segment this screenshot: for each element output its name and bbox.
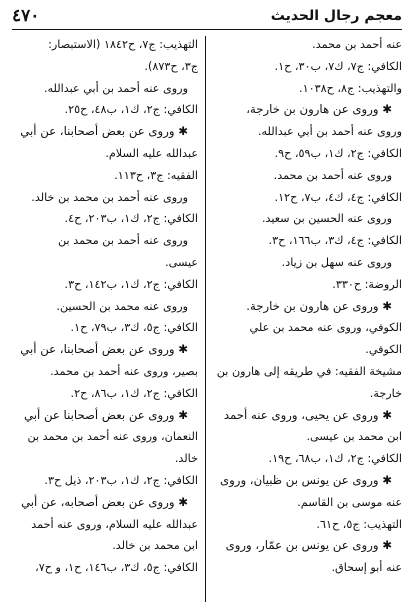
citation-line: ج٣، ح٨٧٣). <box>144 59 198 73</box>
book-title: معجم رجال الحديث <box>270 8 402 24</box>
citation-line: الكافي: ج٢، ك١، ب٢٠٣، ذيل ح٣. <box>44 473 198 487</box>
narration-line: النعمان، وروى عنه أحمد بن محمد بن <box>27 430 198 444</box>
narration-line: عيسى. <box>165 255 198 269</box>
narration-line: الكوفي، وروى عنه محمد بن علي <box>249 321 402 335</box>
narration-line: وروى عنه أحمد بن محمد بن <box>58 234 188 248</box>
narration-line: وروى عنه أحمد بن أبي عبدالله. <box>43 81 188 95</box>
page-number: ٤٧٠ <box>12 6 40 26</box>
narration-line: عبدالله عليه السلام، وروى عنه أحمد <box>31 517 198 531</box>
narration-line: عنه موسى بن القاسم. <box>297 495 402 509</box>
citation-line: مشيخة الفقيه: في طريقه إلى هارون بن <box>216 364 402 378</box>
citation-line: الكافي: ج٢، ك١، ب٥٩، ح٩. <box>274 146 402 160</box>
citation-line: الكافي: ج٥، ك٣، ب١٤٦، ح١، و ح٧، <box>35 561 198 575</box>
citation-line: الفقيه: ج٣، ح١١٣. <box>114 168 198 182</box>
narration-line: ابن محمد بن خالد. <box>112 539 198 553</box>
narration-line: عنه أبو إسحاق. <box>331 561 402 575</box>
narration-line: وروى عنه سهل بن زياد. <box>281 255 392 269</box>
header-rule <box>12 29 402 30</box>
column-divider <box>205 36 206 602</box>
narration-line: خالد. <box>174 452 198 466</box>
entry-start-line: ✱ وروى عن يونس بن ظبيان، وروى <box>220 472 392 487</box>
narration-line: وروى عنه محمد بن الحسين. <box>56 299 188 313</box>
right-column <box>216 34 402 579</box>
citation-line: التهذيب: ج٧، ح١٨٤٢ (الاستبصار: <box>48 38 198 51</box>
entry-start-line: ✱ وروى عن يونس بن عمّار، وروى <box>225 538 392 553</box>
narration-line: ابن محمد بن عيسى. <box>306 430 402 444</box>
narration-line: وروى عنه أحمد بن محمد. <box>273 168 392 182</box>
entry-start-line: ✱ وروى عن يحيى، وروى عنه أحمد <box>223 407 392 422</box>
citation-line: الكافي: ج٢، ك١، ب٢٠٣، ح٤. <box>64 212 198 226</box>
citation-line: الكافي: ج٢، ك١، ب٨٦، ح٢. <box>70 386 198 400</box>
citation-line: الكافي: ج٢، ك١، ب٦٨، ح١٩. <box>268 452 402 466</box>
citation-line: والتهذيب: ج٨، ح١٠٣٨. <box>299 81 402 95</box>
entry-start-line: ✱ وروى عن بعض أصحابنا عن أبي <box>24 407 188 422</box>
entry-start-line: ✱ وروى عن هارون بن خارجة، <box>246 102 392 117</box>
left-column <box>12 34 198 579</box>
citation-line: التهذيب: ج٥، ح٦١. <box>316 517 402 531</box>
citation-line: الكافي: ج٥، ك٣، ب٧٩، ح١. <box>70 321 198 335</box>
citation-line: الروضة: ح٣٣٠. <box>332 277 402 291</box>
entry-start-line: ✱ وروى عن بعض أصحابنا، عن أبي <box>20 124 188 139</box>
narration-line: عنه أحمد بن محمد. <box>312 38 402 51</box>
page-header <box>12 4 402 28</box>
citation-line: الكافي: ج٢، ك١، ب٤٨، ح٢٥. <box>64 103 198 117</box>
narration-line: وروى عنه الحسين بن سعيد. <box>261 212 392 226</box>
citation-line: خارجة. <box>369 386 402 400</box>
citation-line: الكافي: ج٢، ك١، ب١٤٢، ح٣. <box>64 277 198 291</box>
entry-start-line: ✱ وروى عن بعض أصحابه، عن أبي <box>21 494 188 509</box>
narration-line: الكوفي. <box>365 343 402 357</box>
entry-start-line: ✱ وروى عن هارون بن خارجة. <box>246 298 392 313</box>
narration-line: بصير، وروى عنه أحمد بن محمد. <box>50 364 198 378</box>
citation-line: الكافي: ج٧، ك٧، ب٣٠، ح١. <box>274 59 402 73</box>
citation-line: الكافي: ج٤، ك٤، ب٧، ح١٢. <box>274 190 402 204</box>
citation-line: الكافي: ج٤، ك٣، ب١٦٦، ح٣. <box>268 234 402 248</box>
narration-line: وروى عنه أحمد بن أبي عبدالله. <box>257 125 402 139</box>
narration-line: وروى عنه أحمد بن محمد بن خالد. <box>31 190 188 204</box>
entry-start-line: ✱ وروى عن بعض أصحابنا، عن أبي <box>20 342 188 357</box>
narration-line: عبدالله عليه السلام. <box>105 146 198 160</box>
